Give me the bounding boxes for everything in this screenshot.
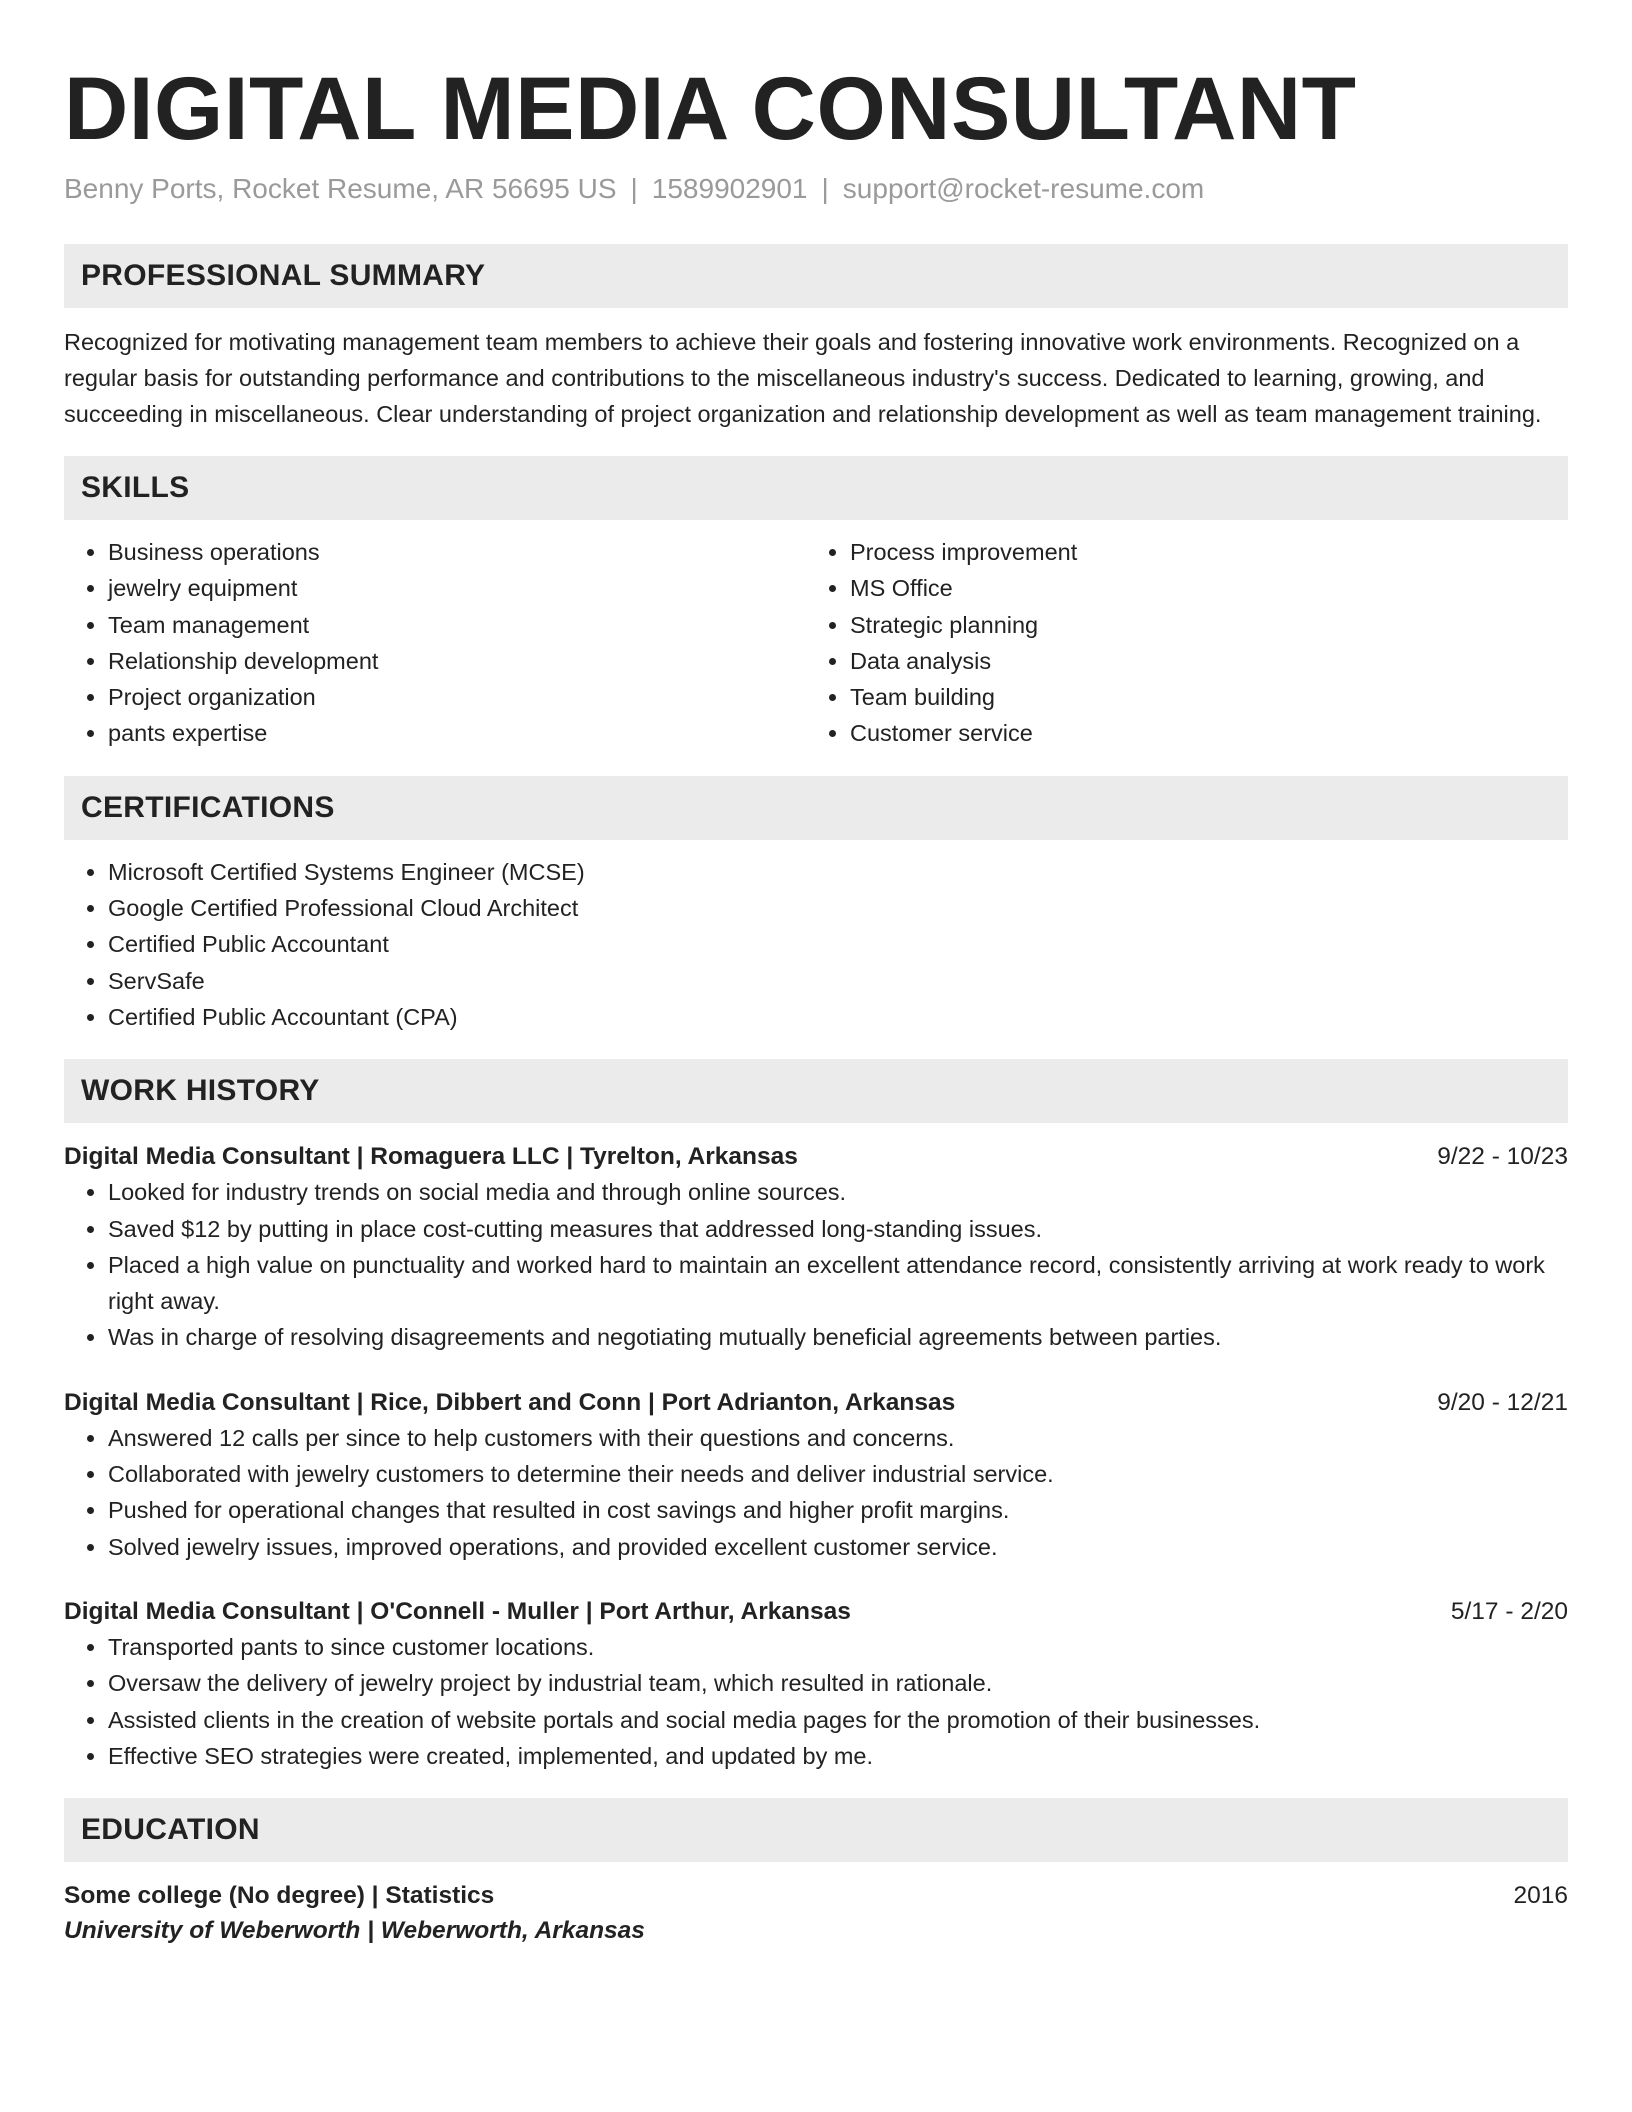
skill-item: • Business operations [108, 534, 806, 570]
skill-item: • Process improvement [850, 534, 1548, 570]
job-bullet: • Assisted clients in the creation of website portals and social media pages for the promotion of their businesses. [108, 1702, 1568, 1738]
job-heading-row [64, 1140, 1568, 1174]
section-header-education [64, 1798, 1568, 1862]
job-bullet: • Looked for industry trends on social media and through online sources. [108, 1174, 1568, 1210]
job-heading: Digital Media Consultant | Rice, Dibbert and Conn | Port Adrianton, Arkansas [64, 1388, 956, 1416]
job-bullet: • Placed a high value on punctuality and worked hard to maintain an excellent attendance record, consistently arriving at work ready to work right away. [108, 1247, 1568, 1320]
section-title: PROFESSIONAL SUMMARY [81, 259, 486, 292]
skills-column-right [806, 534, 1548, 752]
skill-item: • MS Office [850, 570, 1548, 606]
skill-item: • Strategic planning [850, 607, 1548, 643]
education-heading-row [64, 1879, 1568, 1913]
certification-item: • Certified Public Accountant (CPA) [108, 999, 1568, 1035]
job-heading-row [64, 1595, 1568, 1629]
skill-item: • Relationship development [108, 643, 806, 679]
skills-column-left [64, 534, 806, 752]
job-bullets [64, 1174, 1568, 1355]
job-bullet: • Collaborated with jewelry customers to determine their needs and deliver industrial service. [108, 1456, 1568, 1492]
skill-item: • Team management [108, 607, 806, 643]
skill-item: • Customer service [850, 715, 1548, 751]
education-entry [64, 1879, 1568, 1949]
education-year: 2016 [1513, 1882, 1568, 1910]
section-header-summary [64, 244, 1568, 308]
job-entry [64, 1595, 1568, 1774]
job-bullets [64, 1420, 1568, 1565]
job-bullet: • Solved jewelry issues, improved operations, and provided excellent customer service. [108, 1529, 1568, 1565]
section-title: EDUCATION [81, 1813, 260, 1847]
job-heading-row [64, 1386, 1568, 1420]
job-bullet: • Effective SEO strategies were created, implemented, and updated by me. [108, 1738, 1568, 1774]
job-bullet: • Transported pants to since customer locations. [108, 1629, 1568, 1665]
certification-item: • ServSafe [108, 963, 1568, 999]
skill-item: • Data analysis [850, 643, 1548, 679]
contact-email: support@rocket-resume.com [842, 173, 1205, 204]
section-title: SKILLS [81, 471, 190, 504]
education-degree: Some college (No degree) | Statistics [64, 1882, 495, 1910]
job-dates: 9/22 - 10/23 [1437, 1143, 1568, 1171]
certifications-list [64, 854, 1568, 1035]
job-heading: Digital Media Consultant | O'Connell - Muller | Port Arthur, Arkansas [64, 1597, 851, 1625]
skill-item: • jewelry equipment [108, 570, 806, 606]
job-heading: Digital Media Consultant | Romaguera LLC | Tyrelton, Arkansas [64, 1143, 798, 1171]
section-header-skills [64, 456, 1568, 520]
education-school: University of Weberworth | Weberworth, Arkansas [64, 1917, 645, 1945]
skills-grid [64, 534, 1568, 752]
job-bullet: • Was in charge of resolving disagreements and negotiating mutually beneficial agreements between parties. [108, 1319, 1568, 1355]
resume-title: DIGITAL MEDIA CONSULTANT [64, 58, 1357, 158]
skill-item: • Team building [850, 679, 1548, 715]
certification-item: • Certified Public Accountant [108, 926, 1568, 962]
summary-text: Recognized for motivating management team members to achieve their goals and fostering innovative work environments. Recognized on a regular basis for outstanding performance and contributions to the miscellaneous industry's success. Dedicated to learning, growing, and succeeding in miscellaneous. Clear understanding of project organization and relationship development as well as team management training. [64, 329, 1542, 427]
certification-item: • Microsoft Certified Systems Engineer (MCSE) [108, 854, 1568, 890]
contact-separator: | [630, 173, 638, 204]
contact-phone: 1589902901 [651, 173, 808, 204]
job-entry [64, 1140, 1568, 1355]
job-dates: 9/20 - 12/21 [1437, 1388, 1568, 1416]
contact-line [64, 172, 1568, 206]
skill-item: • pants expertise [108, 715, 806, 751]
job-bullet: • Pushed for operational changes that resulted in cost savings and higher profit margins. [108, 1492, 1568, 1528]
section-header-certifications [64, 776, 1568, 840]
contact-address: Benny Ports, Rocket Resume, AR 56695 US [64, 173, 617, 204]
job-entry [64, 1386, 1568, 1565]
section-title: CERTIFICATIONS [81, 790, 335, 824]
job-bullets [64, 1629, 1568, 1774]
contact-separator: | [821, 173, 829, 204]
job-bullet: • Oversaw the delivery of jewelry project by industrial team, which resulted in rationale. [108, 1665, 1568, 1701]
section-title: WORK HISTORY [81, 1074, 320, 1108]
certification-item: • Google Certified Professional Cloud Architect [108, 890, 1568, 926]
section-header-work-history [64, 1059, 1568, 1123]
job-bullet: • Saved $12 by putting in place cost-cutting measures that addressed long-standing issues. [108, 1211, 1568, 1247]
skill-item: • Project organization [108, 679, 806, 715]
job-dates: 5/17 - 2/20 [1450, 1597, 1568, 1625]
job-bullet: • Answered 12 calls per since to help customers with their questions and concerns. [108, 1420, 1568, 1456]
